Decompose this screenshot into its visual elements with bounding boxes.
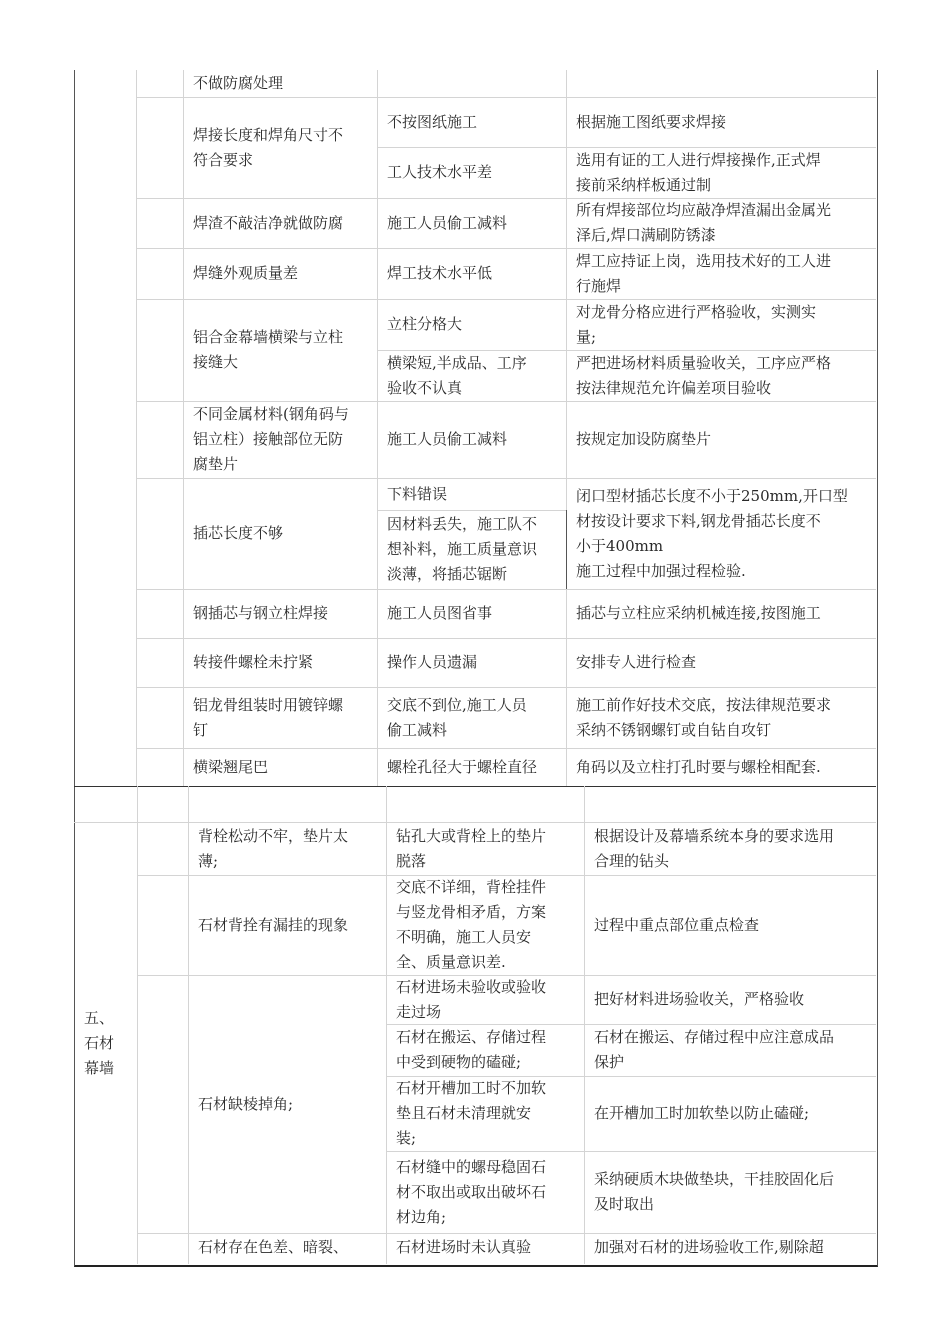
category-cell-line: 幕墙 [84,1059,115,1077]
defect-cell [193,248,373,299]
cause-cell-line: 偷工减料 [387,720,448,739]
defect-cell-line: 腐垫片 [193,455,239,473]
cause-cell [387,248,562,299]
measure-cell [576,97,871,147]
defect-cell [198,1233,383,1261]
measure-cell-line: 焊工应持证上岗，选用技术好的工人进 [576,251,832,270]
header-top-rule [74,786,876,787]
cause-cell-line: 钻孔大或背栓上的垫片 [396,826,547,845]
measure-cell-line: 所有焊接部位均应敲净焊渣漏出金属光 [576,201,832,219]
measure-cell [594,1233,874,1261]
measure-cell-line: 根据施工图纸要求焊接 [576,112,727,131]
category-cell [84,822,134,1265]
cause-cell [387,198,562,248]
measure-cell-line: 把好材料进场验收关，严格验收 [594,990,805,1008]
cause-cell [396,1024,581,1076]
cause-cell-line: 施工人员图省事 [387,604,493,622]
defect-cell [193,299,373,401]
measure-cell [576,147,871,198]
defect-cell-line: 插芯长度不够 [193,524,284,542]
cause-cell-line: 材边角; [396,1207,447,1226]
cause-cell-line: 不明确，施工人员安 [396,928,532,946]
cause-cell [387,510,562,589]
defect-cell-line: 焊接长度和焊角尺寸不 [193,125,344,144]
cause-cell-line: 装; [396,1129,417,1147]
defect-cell-line: 铝龙骨组装时用镀锌螺 [193,695,344,714]
cause-cell [396,1151,581,1233]
cause-cell-line: 石材进场时未认真验 [396,1237,532,1256]
cause-cell-line: 工人技术水平差 [387,163,493,181]
cause-cell [396,1076,581,1151]
defect-cell-line: 石材缺棱掉角; [198,1094,294,1113]
measure-cell [576,478,871,589]
measure-cell-line: 角码以及立柱打孔时要与螺栓相配套. [576,757,821,776]
defect-cell [193,687,373,748]
measure-cell-line: 小于400mm [576,536,664,555]
table-rule [136,70,137,786]
measure-cell [576,299,871,350]
defect-cell [193,97,373,198]
cause-cell [387,638,562,687]
cell-rule [566,510,567,589]
cause-cell-line: 与竖龙骨相矛盾，方案 [396,903,547,921]
cause-cell-line: 想补料，施工质量意识 [387,540,538,558]
measure-cell [576,350,871,401]
cause-cell-line: 因材料丢失，施工队不 [387,515,538,533]
measure-cell-line: 严把进场材料质量验收关，工序应严格 [576,353,832,372]
cause-cell [396,822,581,875]
cause-cell-line: 施工人员偷工减料 [387,213,508,232]
measure-cell-line: 施工前作好技术交底，按法律规范要求 [576,695,832,714]
defect-cell-line: 不同金属材料(钢角码与 [193,405,349,423]
cause-cell-line: 石材进场未验收或验收 [396,977,547,996]
measure-cell [576,748,871,786]
defect-cell-line: 不做防腐处理 [193,74,284,92]
measure-cell-line: 对龙骨分格应进行严格验收，实测实 [576,302,817,321]
measure-cell-line: 合理的钻头 [594,851,670,870]
defect-cell [193,198,373,248]
cause-cell-line: 焊工技术水平低 [387,264,493,282]
measure-cell [576,638,871,687]
measure-cell-line: 量; [576,327,597,346]
defect-cell [198,875,383,975]
cause-cell-line: 中受到硬物的磕碰; [396,1053,522,1071]
measure-cell-line: 按规定加设防腐垫片 [576,430,712,448]
cause-cell [387,589,562,638]
cause-cell-line: 立柱分格大 [387,315,463,333]
measure-cell-line: 施工过程中加强过程检验. [576,561,746,580]
cause-cell [396,975,581,1024]
measure-cell-line: 及时取出 [594,1195,655,1213]
cause-cell-line: 石材在搬运、存储过程 [396,1028,547,1046]
measure-cell-line: 采纳不锈钢螺钉或自钻自攻钉 [576,720,772,739]
measure-cell-line: 泽后,焊口满刷防锈漆 [576,226,716,244]
defect-cell-line: 铝合金幕墙横梁与立柱 [193,328,344,346]
category-cell-line: 石材 [84,1034,115,1052]
measure-cell-line: 根据设计及幕墙系统本身的要求选用 [594,826,835,845]
measure-cell [576,687,871,748]
table-rule [188,786,189,1264]
cause-cell-line: 全、质量意识差. [396,953,506,971]
cause-cell [387,147,562,198]
cause-cell-line: 施工人员偷工减料 [387,430,508,448]
table-rule [584,786,585,1264]
table-rule [183,70,184,786]
measure-cell-line: 闭口型材插芯长度不小于250mm,开口型 [576,486,848,505]
cause-cell-line: 垫且石材未清理就安 [396,1104,532,1122]
measure-cell-line: 行施焊 [576,276,622,295]
cause-cell-line: 石材缝中的螺母稳固石 [396,1157,547,1176]
cause-cell [387,478,562,510]
measure-cell-line: 在开槽加工时加软垫以防止磕碰; [594,1104,810,1122]
defect-cell [193,589,373,638]
measure-cell-line: 保护 [594,1053,625,1071]
defect-cell [193,748,373,786]
cause-cell [387,97,562,147]
cause-cell-line: 下料错误 [387,484,448,503]
cause-cell-line: 不按图纸施工 [387,112,478,131]
cause-cell-line: 交底不详细，背栓挂件 [396,878,547,896]
defect-cell-line: 钉 [193,720,209,739]
measure-cell [594,822,874,875]
defect-cell-line: 石材存在色差、暗裂、 [198,1237,349,1256]
measure-cell [594,975,874,1024]
measure-cell-line: 过程中重点部位重点检查 [594,915,760,934]
measure-cell [576,198,871,248]
cause-cell-line: 淡薄，将插芯锯断 [387,565,508,583]
cause-cell [387,748,562,786]
measure-cell [576,589,871,638]
measure-cell-line: 材按设计要求下料,钢龙骨插芯长度不 [576,511,821,530]
defect-cell-line: 石材背拴有漏挂的现象 [198,915,349,934]
cause-cell [387,350,562,401]
table-rule [386,786,387,1264]
table-rule [566,70,567,786]
cause-cell-line: 石材开槽加工时不加软 [396,1079,547,1097]
measure-cell-line: 加强对石材的进场验收工作,剔除超 [594,1237,824,1256]
measure-cell [594,1024,874,1076]
cause-cell-line: 交底不到位,施工人员 [387,695,527,714]
measure-cell-line: 插芯与立柱应采纳机械连接,按图施工 [576,604,821,622]
measure-cell [576,401,871,478]
defect-cell-line: 横梁翘尾巴 [193,757,269,776]
category-cell-line: 五、 [84,1009,115,1027]
defect-cell [193,70,373,97]
defect-cell [198,975,383,1233]
cause-cell [387,299,562,350]
measure-cell [594,875,874,975]
measure-cell-line: 采纳硬质木块做垫块，干挂胶固化后 [594,1170,835,1188]
defect-cell-line: 钢插芯与钢立柱焊接 [193,604,329,622]
cause-cell [387,401,562,478]
defect-cell-line: 铝立柱）接触部位无防 [193,430,344,448]
cause-cell-line: 走过场 [396,1002,442,1021]
cause-cell-line: 验收不认真 [387,378,463,397]
cause-cell [396,1233,581,1261]
defect-cell-line: 接缝大 [193,353,239,371]
measure-cell [594,1076,874,1151]
measure-cell-line: 接前采纳样板通过制 [576,175,712,194]
defect-cell-line: 转接件螺栓未拧紧 [193,653,314,671]
measure-cell [594,1151,874,1233]
cause-cell [387,687,562,748]
defect-cell [193,401,373,478]
defect-cell-line: 焊渣不敲洁净就做防腐 [193,213,344,232]
cause-cell-line: 材不取出或取出破坏石 [396,1182,547,1201]
measure-cell-line: 石材在搬运、存储过程中应注意成品 [594,1028,835,1046]
measure-cell [576,248,871,299]
measure-cell-line: 安排专人进行检查 [576,653,697,671]
defect-cell-line: 背栓松动不牢，垫片太 [198,826,349,845]
measure-cell-line: 选用有证的工人进行焊接操作,正式焊 [576,150,821,169]
defect-cell-line: 符合要求 [193,150,254,169]
defect-cell [193,638,373,687]
cause-cell-line: 操作人员遗漏 [387,653,478,671]
measure-cell-line: 按法律规范允许偏差项目验收 [576,378,772,397]
defect-cell [193,478,373,589]
table-rule [137,786,138,1264]
cause-cell-line: 螺栓孔径大于螺栓直径 [387,757,538,776]
cause-cell-line: 脱落 [396,851,427,870]
defect-cell [198,822,383,875]
cause-cell-line: 横梁短,半成品、工序 [387,353,527,372]
defect-cell-line: 焊缝外观质量差 [193,264,299,282]
cause-cell [396,875,581,975]
table-rule [377,70,378,786]
defect-cell-line: 薄; [198,851,219,870]
